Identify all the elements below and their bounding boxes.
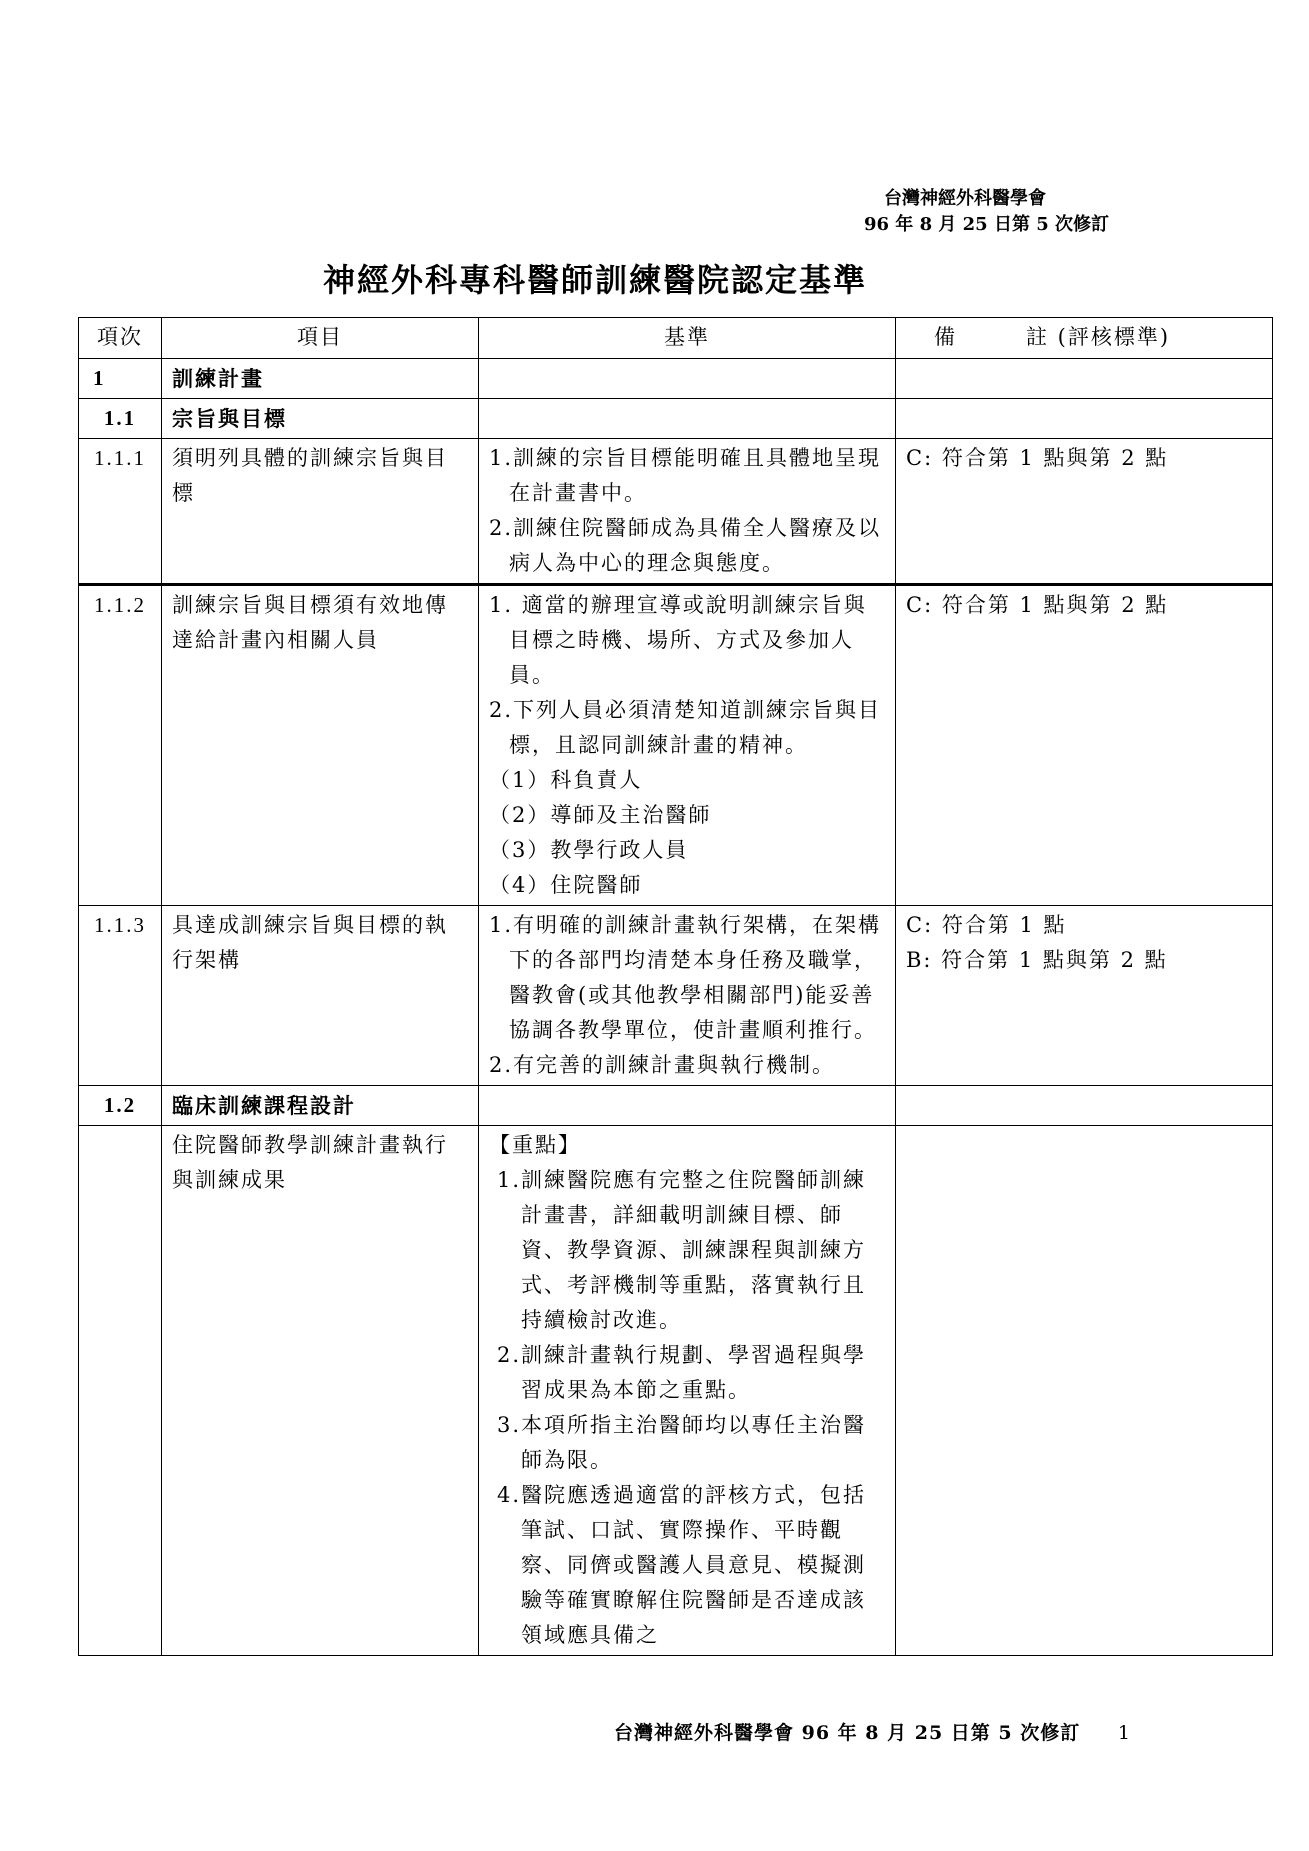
- criteria-subitem: （3）教學行政人員: [489, 838, 689, 862]
- table-row: [79, 439, 1273, 585]
- table-row: [79, 1086, 1273, 1126]
- criteria-line: 2.訓練計畫執行規劃、學習過程與學習成果為本節之重點。: [497, 1343, 867, 1402]
- row-no: 1: [79, 359, 162, 399]
- criteria-heading: 【重點】: [489, 1133, 581, 1157]
- row-no: 1.1.2: [79, 585, 162, 906]
- criteria-line: 2.有完善的訓練計畫與執行機制。: [489, 1053, 836, 1077]
- row-no: [79, 1126, 162, 1656]
- header-criteria: 基準: [479, 318, 896, 359]
- criteria-line: 1.訓練的宗旨目標能明確且具體地呈現在計畫書中。: [489, 446, 882, 505]
- footer-text: 台灣神經外科醫學會 96 年 8 月 25 日第 5 次修訂: [614, 1722, 1081, 1744]
- row-criteria: [479, 1126, 896, 1656]
- row-note: [896, 359, 1273, 399]
- table-header-row: [79, 318, 1273, 359]
- criteria-line: 1. 適當的辦理宣導或說明訓練宗旨與目標之時機、場所、方式及參加人員。: [489, 593, 867, 687]
- row-note: [896, 906, 1273, 1086]
- criteria-line: 3.本項所指主治醫師均以專任主治醫師為限。: [497, 1413, 867, 1472]
- criteria-subitem: （1）科負責人: [489, 768, 643, 792]
- row-item: 宗旨與目標: [162, 399, 479, 439]
- row-note: [896, 399, 1273, 439]
- note-line: C: 符合第 1 點: [906, 913, 1067, 937]
- header-revision: 96 年 8 月 25 日第 5 次修訂: [863, 214, 1109, 235]
- header-item: 項目: [162, 318, 479, 359]
- row-note: [896, 439, 1273, 585]
- row-note: [896, 585, 1273, 906]
- row-criteria: [479, 585, 896, 906]
- row-criteria: [479, 439, 896, 585]
- row-criteria: [479, 359, 896, 399]
- row-criteria: [479, 1086, 896, 1126]
- table-row: [79, 359, 1273, 399]
- row-criteria: [479, 906, 896, 1086]
- row-no: 1.1.3: [79, 906, 162, 1086]
- document-header: [864, 186, 1109, 238]
- criteria-subitem: （2）導師及主治醫師: [489, 803, 712, 827]
- table-row: [79, 585, 1273, 906]
- table-row: [79, 906, 1273, 1086]
- criteria-table: [78, 317, 1273, 1656]
- row-note: [896, 1086, 1273, 1126]
- criteria-line: 1.有明確的訓練計畫執行架構，在架構下的各部門均清楚本身任務及職掌，醫教會(或其他教學相關部門)能妥善協調各教學單位，使計畫順利推行。: [489, 913, 882, 1042]
- note-line: B: 符合第 1 點與第 2 點: [906, 948, 1168, 972]
- page-number: 1: [1117, 1722, 1131, 1744]
- header-note: 備 註 (評核標準): [896, 318, 1273, 359]
- table-row: [79, 1126, 1273, 1656]
- row-item: 訓練計畫: [162, 359, 479, 399]
- row-item: 訓練宗旨與目標須有效地傳達給計畫內相關人員: [162, 585, 479, 906]
- table-row: [79, 399, 1273, 439]
- row-criteria: [479, 399, 896, 439]
- row-item: 須明列具體的訓練宗旨與目標: [162, 439, 479, 585]
- page-title: 神經外科專科醫師訓練醫院認定基準: [322, 261, 867, 299]
- header-no: 項次: [79, 318, 162, 359]
- row-no: 1.2: [79, 1086, 162, 1126]
- criteria-line: 4.醫院應透過適當的評核方式，包括筆試、口試、實際操作、平時觀察、同儕或醫護人員意見、模擬測驗等確實瞭解住院醫師是否達成該領域應具備之: [497, 1483, 867, 1647]
- header-org: 台灣神經外科醫學會: [883, 188, 1046, 209]
- row-no: 1.1: [79, 399, 162, 439]
- criteria-line: 2.訓練住院醫師成為具備全人醫療及以病人為中心的理念與態度。: [489, 516, 882, 575]
- criteria-line: 2.下列人員必須清楚知道訓練宗旨與目標，且認同訓練計畫的精神。: [489, 698, 882, 757]
- row-item: 臨床訓練課程設計: [162, 1086, 479, 1126]
- note-line: C: 符合第 1 點與第 2 點: [906, 593, 1169, 617]
- page-footer: [614, 1718, 1131, 1745]
- row-note: [896, 1126, 1273, 1656]
- criteria-subitem: （4）住院醫師: [489, 873, 643, 897]
- row-item: 住院醫師教學訓練計畫執行與訓練成果: [162, 1126, 479, 1656]
- row-item: 具達成訓練宗旨與目標的執行架構: [162, 906, 479, 1086]
- note-line: C: 符合第 1 點與第 2 點: [906, 446, 1169, 470]
- row-no: 1.1.1: [79, 439, 162, 585]
- criteria-line: 1.訓練醫院應有完整之住院醫師訓練計畫書，詳細載明訓練目標、師資、教學資源、訓練課程與訓練方式、考評機制等重點，落實執行且持續檢討改進。: [497, 1168, 867, 1332]
